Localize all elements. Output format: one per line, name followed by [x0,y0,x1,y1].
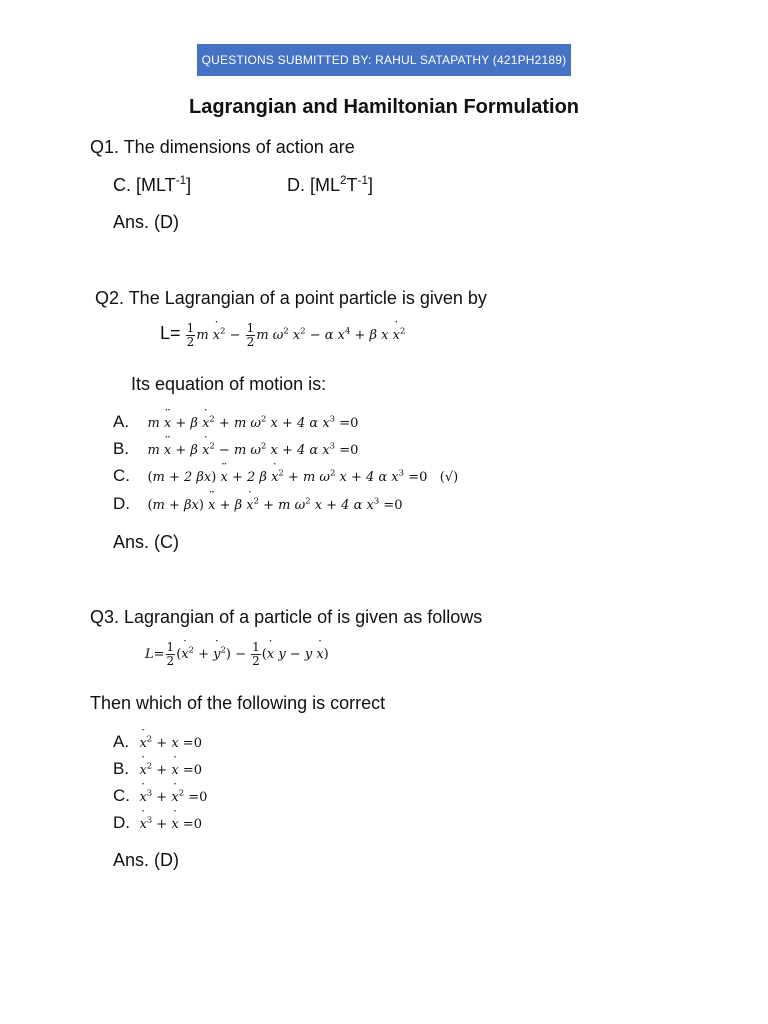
q1-option-c: C. $[MLT^{-1}]$ [113,174,192,195]
q2-option-a: A. m x ¨ + β x ˙$^2$ + m $\omega^2$ x + 4 α $x^3 =0$ [113,412,358,432]
q2-lagrangian-equation: L= $\frac{1}{2}$ m x ˙$^2$ − $\frac{1}{2}$ m $\omega^2$ $x^2 - \alpha$ $x^4 + \beta$ x x ˙$^2$ [160,322,405,349]
submitter-banner: QUESTIONS SUBMITTED BY: RAHUL SATAPATHY (421PH2189) [197,44,571,76]
q1-question: Q1. The dimensions of action are [90,137,355,157]
q3-lagrangian-equation: L= $\frac{1}{2}$ (x ˙$^2$ + y ˙$^2$) − $\frac{1}{2}$ (x ˙ y − y x ˙) [145,641,329,668]
q3-option-c: C. x ˙$^3$ + x ˙$^2$ =0 [113,786,207,806]
q1-option-d: D. $[ML^2T^{-1}]$ [287,174,373,195]
q3-question: Q3. Lagrangian of a particle of is given as follows [90,607,483,627]
q2-question: Q2. The Lagrangian of a point particle is given by [95,288,487,308]
q3-option-b: B. x ˙$^2$ + x ˙ =0 [113,759,202,779]
correct-mark: (√) [439,470,459,485]
q3-option-d: D. x ˙$^3$ + x ˙ =0 [113,813,202,833]
q2-option-b: B. m x ¨ + β x ˙$^2$ − m $\omega^2$ x + 4 α $x^3 =0$ [113,439,358,459]
q3-prompt: Then which of the following is correct [90,693,386,713]
q3-answer: Ans. (D) [113,850,180,870]
q3-option-a: A. x ˙$^2$ + x =0 [113,732,202,752]
page-title: Lagrangian and Hamiltonian Formulation [188,96,580,118]
q2-answer: Ans. (C) [113,532,180,552]
q1-answer: Ans. (D) [113,212,180,232]
q2-option-c: C. (m + 2 βx) x ¨ + 2 β x ˙$^2$ + m $\omega^2$ x + 4 α $x^3 =0$ (√) [113,466,458,486]
q2-option-d: D. (m + βx) x ¨ + β x ˙$^2$ + m $\omega^2$ x + 4 α $x^3 =0$ [113,494,403,514]
q2-eom-prompt: Its equation of motion is: [131,374,327,394]
